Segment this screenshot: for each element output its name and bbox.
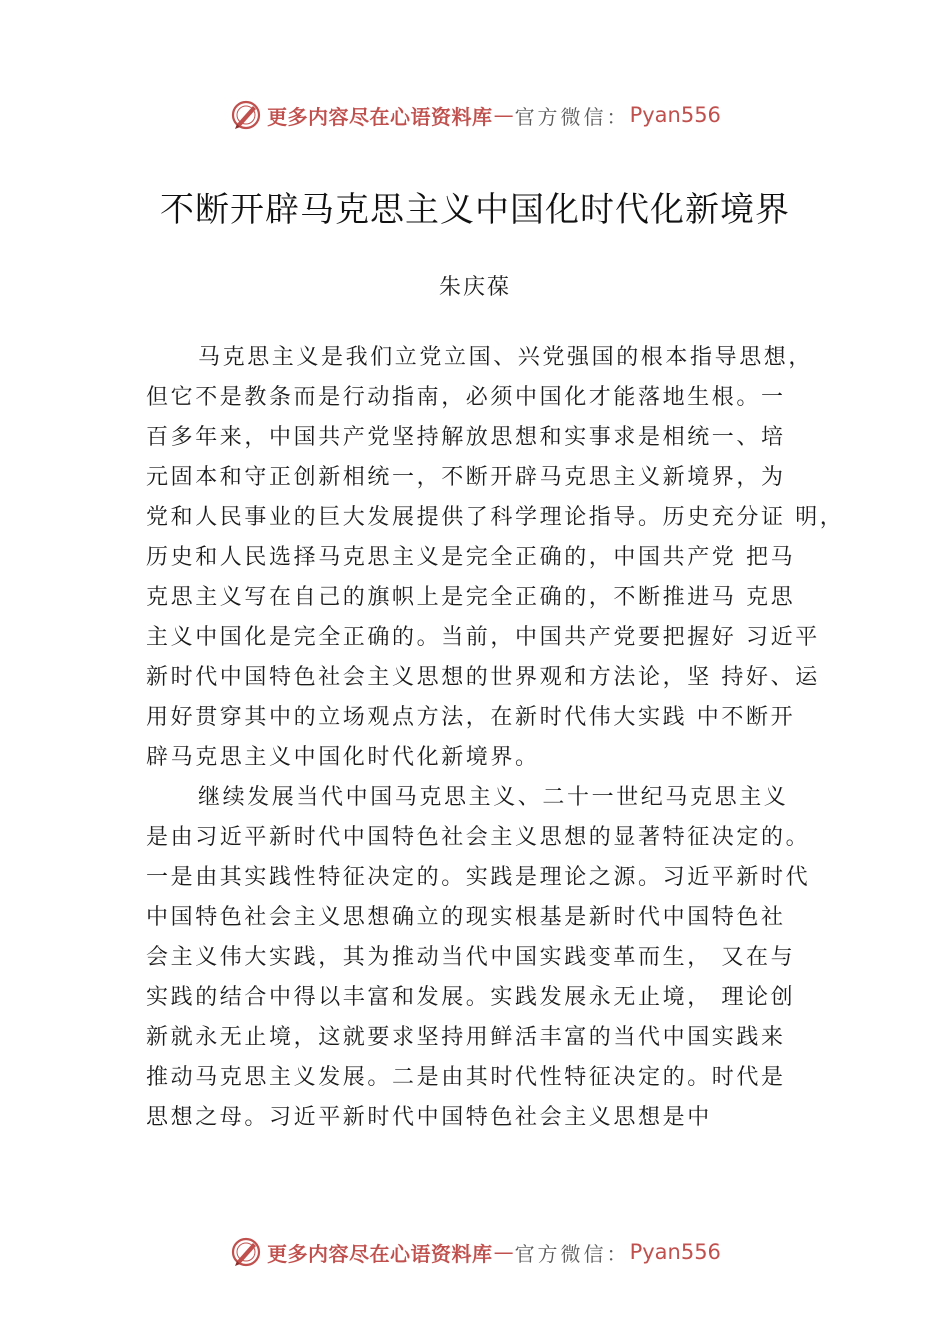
- author-name: 朱庆葆: [438, 275, 511, 300]
- banner-dash: —: [493, 1240, 514, 1264]
- text-line: 中国特色社会主义思想确立的现实根基是新时代中国特色社: [146, 905, 786, 930]
- text-line: 克思主义写在自己的旗帜上是完全正确的，不断推进马 克思: [146, 585, 796, 610]
- text-line: 思想之母。习近平新时代中国特色社会主义思想是中: [146, 1105, 712, 1130]
- pen-seal-icon: [229, 98, 263, 132]
- text-line: 马克思主义是我们立党立国、兴党强国的根本指导思想，: [198, 345, 814, 370]
- text-line: 继续发展当代中国马克思主义、二十一世纪马克思主义: [198, 785, 789, 810]
- document-title: 不断开辟马克思主义中国化时代化新境界: [160, 190, 790, 230]
- paragraph-1: [146, 338, 846, 778]
- pen-seal-icon: [229, 1235, 263, 1269]
- document-body: [146, 338, 846, 1138]
- text-line: 用好贯穿其中的立场观点方法，在新时代伟大实践 中不断开: [146, 705, 796, 730]
- text-line: 一是由其实践性特征决定的。实践是理论之源。习近平新时代: [146, 865, 811, 890]
- text-line: 辟马克思主义中国化时代化新境界。: [146, 745, 540, 770]
- header-banner: [0, 95, 950, 135]
- text-line: 主义中国化是完全正确的。当前，中国共产党要把握好 习近平: [146, 625, 820, 650]
- text-line: 新时代中国特色社会主义思想的世界观和方法论，坚 持好、运: [146, 665, 820, 690]
- paragraph-2: [146, 778, 846, 1138]
- footer-banner: [0, 1232, 950, 1272]
- text-line: 是由习近平新时代中国特色社会主义思想的显著特征决定的。: [146, 825, 811, 850]
- text-line: 元固本和守正创新相统一，不断开辟马克思主义新境界，为: [146, 465, 786, 490]
- text-line: 但它不是教条而是行动指南，必须中国化才能落地生根。一: [146, 385, 786, 410]
- text-line: 新就永无止境，这就要求坚持用鲜活丰富的当代中国实践来: [146, 1025, 786, 1050]
- text-line: 会主义伟大实践，其为推动当代中国实践变革而生， 又在与: [146, 945, 796, 970]
- text-line: 实践的结合中得以丰富和发展。实践发展永无止境， 理论创: [146, 985, 796, 1010]
- text-line: 党和人民事业的巨大发展提供了科学理论指导。历史充分证 明，: [146, 505, 845, 530]
- banner-wechat-label: 官方微信：: [514, 1241, 630, 1266]
- banner-wechat-id: Pyan556: [629, 1240, 721, 1264]
- banner-library-text: 更多内容尽在心语资料库: [267, 1241, 493, 1266]
- text-line: 历史和人民选择马克思主义是完全正确的，中国共产党 把马: [146, 545, 796, 570]
- banner-dash: —: [493, 103, 514, 127]
- text-line: 百多年来，中国共产党坚持解放思想和实事求是相统一、培: [146, 425, 786, 450]
- banner-wechat-id: Pyan556: [629, 103, 721, 127]
- banner-wechat-label: 官方微信：: [514, 104, 630, 129]
- banner-library-text: 更多内容尽在心语资料库: [267, 104, 493, 129]
- text-line: 推动马克思主义发展。二是由其时代性特征决定的。时代是: [146, 1065, 786, 1090]
